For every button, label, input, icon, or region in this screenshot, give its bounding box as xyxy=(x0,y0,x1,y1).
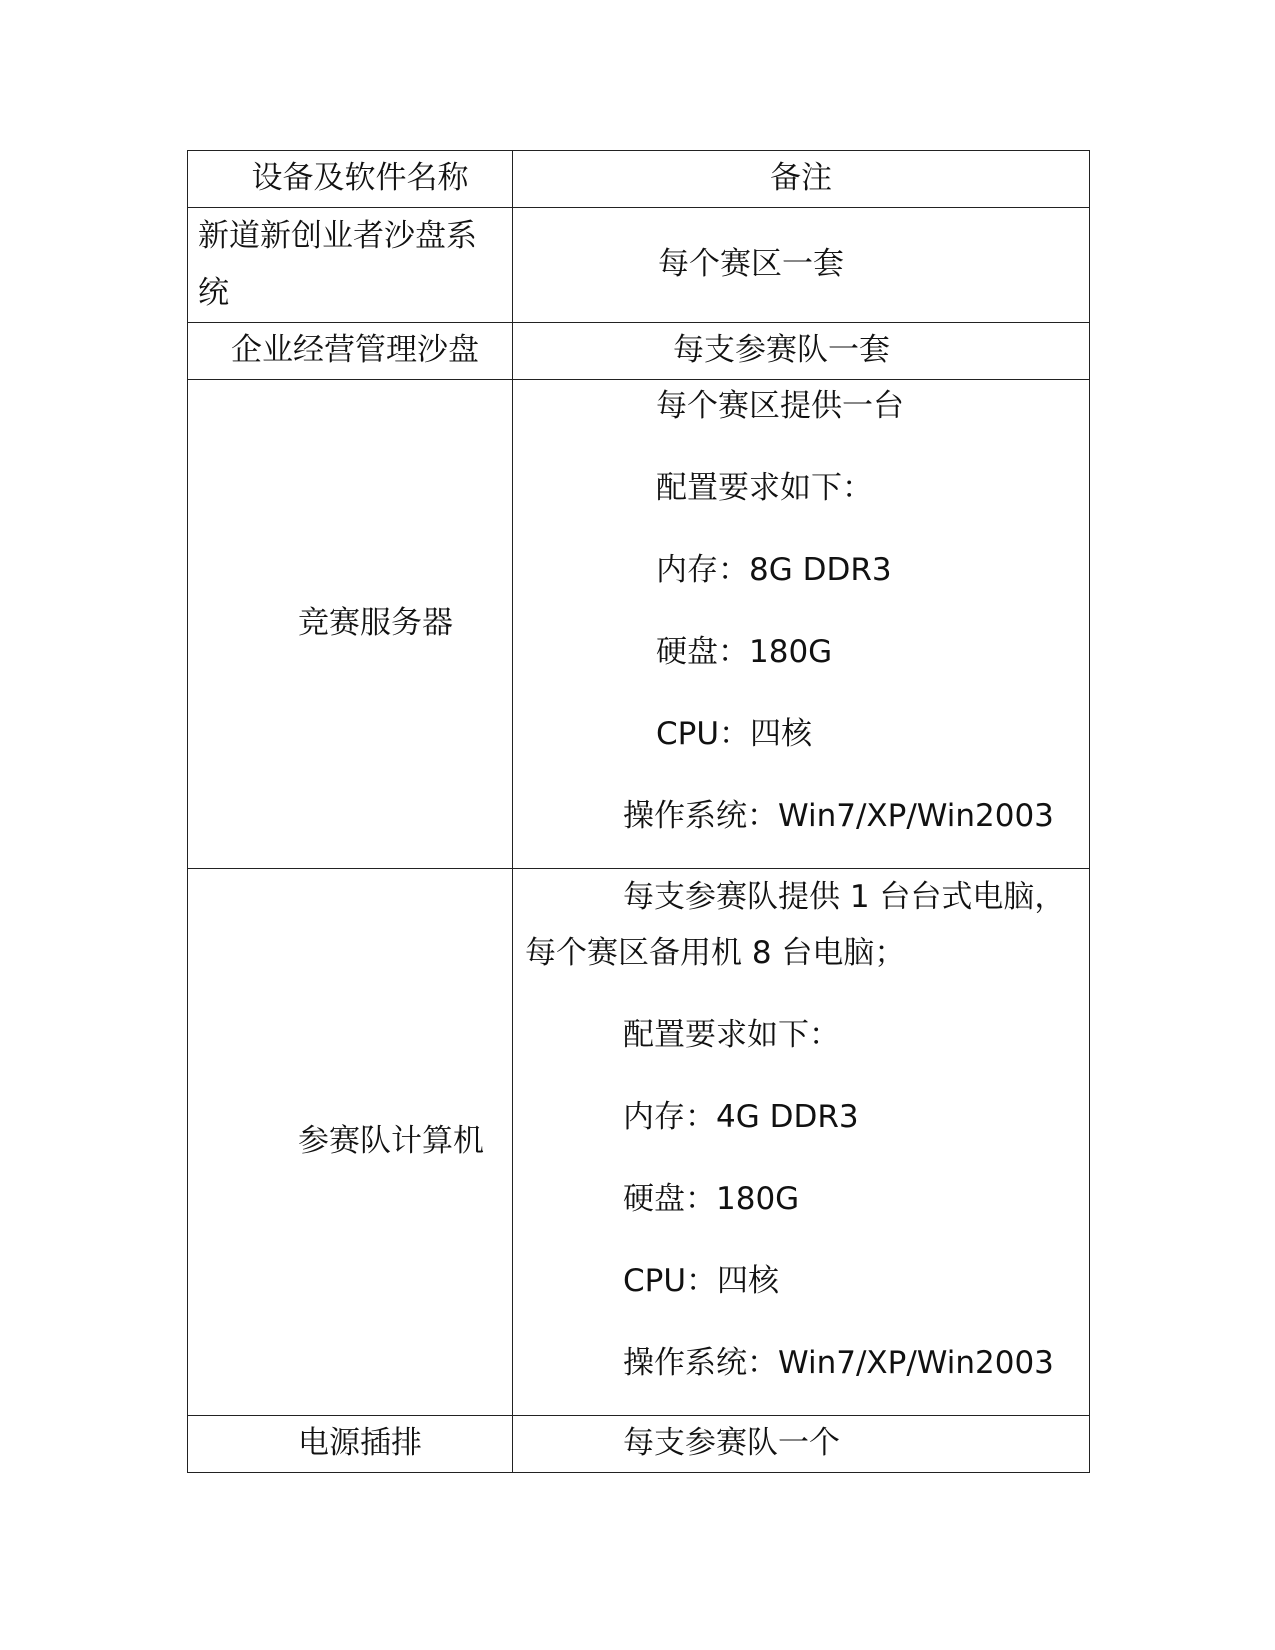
item-note-cell xyxy=(513,380,1090,869)
table-row xyxy=(188,1416,1090,1473)
note-line: 硬盘：180G xyxy=(623,1181,800,1217)
item-note-cell: 每支参赛队一个 xyxy=(513,1416,1090,1473)
item-name-line: 新道新创业者沙盘系 xyxy=(198,218,477,254)
item-name-cell: 企业经营管理沙盘 xyxy=(188,323,513,380)
note-line: 每个赛区提供一台 xyxy=(656,388,904,424)
item-name-cell: 电源插排 xyxy=(188,1416,513,1473)
note-line: 每个赛区备用机 8 台电脑； xyxy=(525,935,906,971)
note-line: 操作系统：Win7/XP/Win2003 xyxy=(623,1345,1054,1381)
equipment-table xyxy=(187,150,1090,1473)
note-line: 每支参赛队提供 1 台台式电脑， xyxy=(623,879,1066,915)
item-note-cell: 每个赛区一套 xyxy=(513,208,1090,323)
table-row xyxy=(188,380,1090,869)
note-line: 硬盘：180G xyxy=(656,634,833,670)
note-line: CPU：四核 xyxy=(623,1263,780,1299)
note-line: 内存：8G DDR3 xyxy=(656,552,892,588)
item-name-cell xyxy=(188,208,513,323)
header-name-cell: 设备及软件名称 xyxy=(188,151,513,208)
table-header-row xyxy=(188,151,1090,208)
note-line: 配置要求如下： xyxy=(656,470,873,506)
note-line: 内存：4G DDR3 xyxy=(623,1099,859,1135)
header-note-cell: 备注 xyxy=(513,151,1090,208)
table-row xyxy=(188,869,1090,1416)
note-line: 操作系统：Win7/XP/Win2003 xyxy=(623,798,1054,834)
table-row xyxy=(188,208,1090,323)
item-name-line: 统 xyxy=(198,275,229,311)
item-name-cell: 参赛队计算机 xyxy=(188,869,513,1416)
item-name-cell: 竞赛服务器 xyxy=(188,380,513,869)
note-line: 配置要求如下： xyxy=(623,1017,840,1053)
item-note-cell: 每支参赛队一套 xyxy=(513,323,1090,380)
table-row xyxy=(188,323,1090,380)
note-line: CPU：四核 xyxy=(656,716,813,752)
item-note-cell xyxy=(513,869,1090,1416)
